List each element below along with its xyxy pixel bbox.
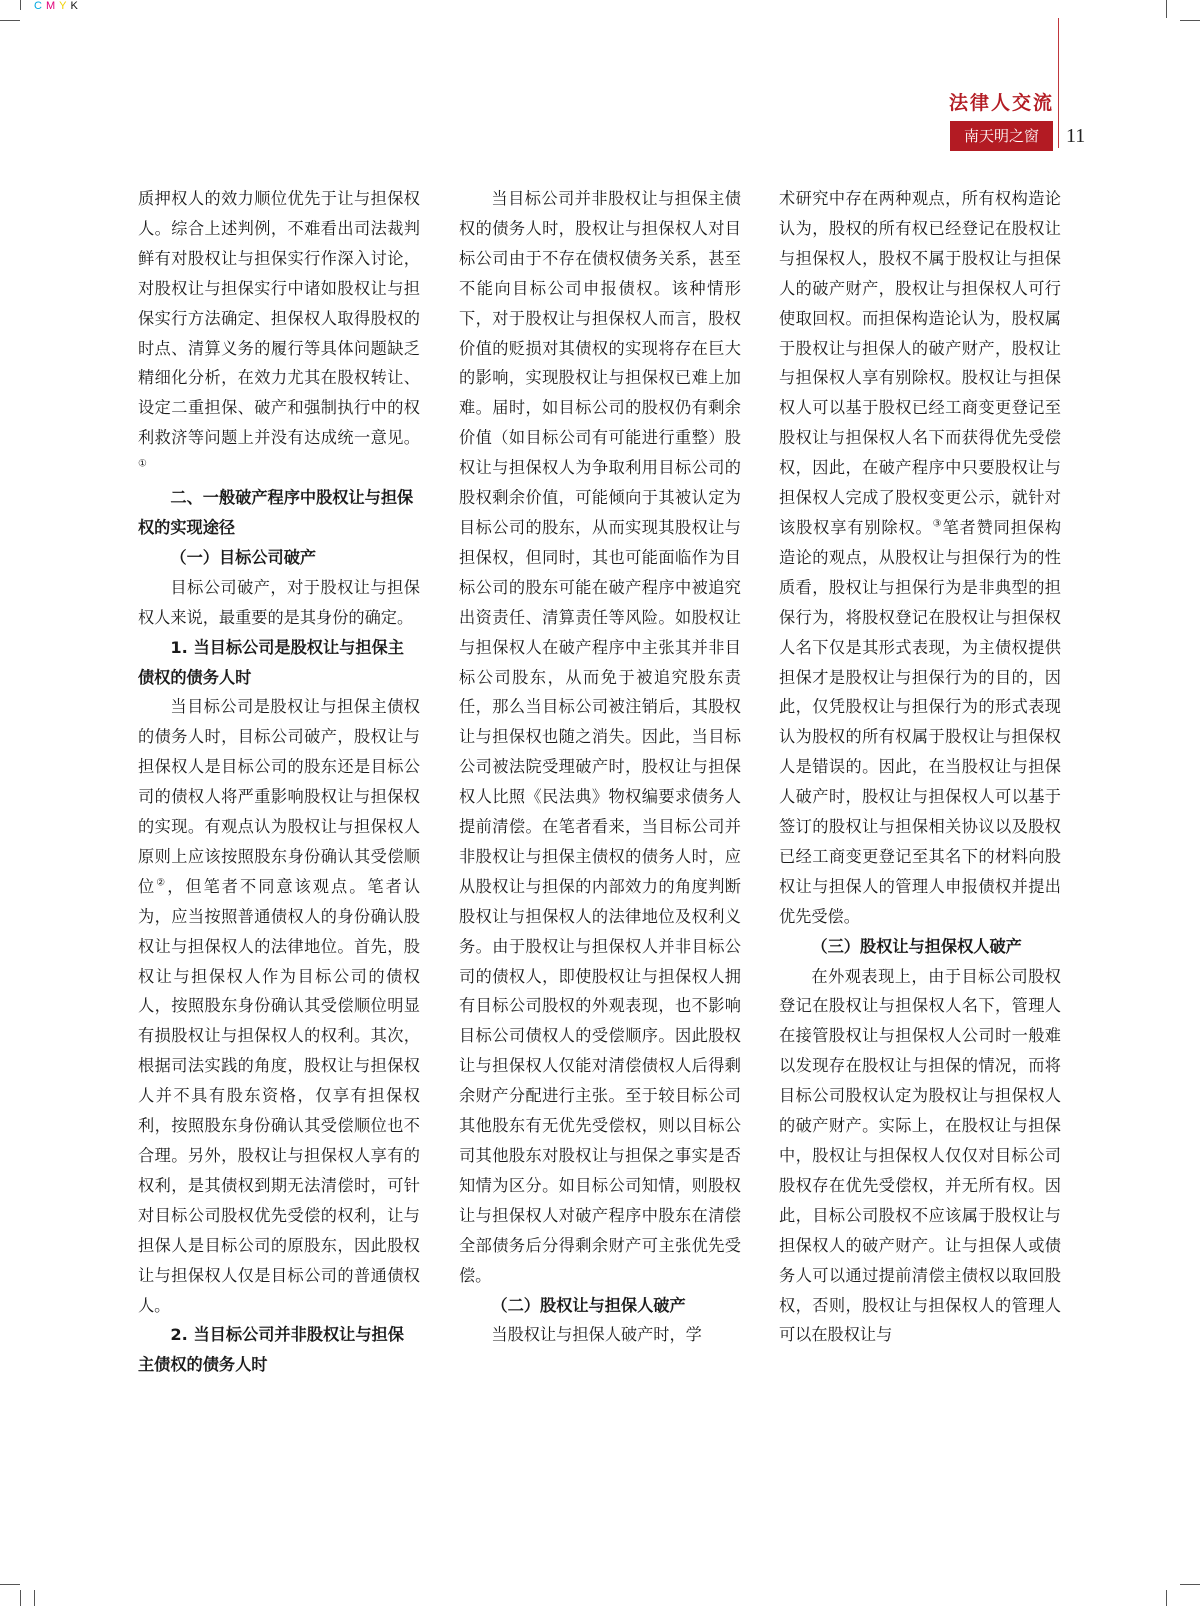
color-mark-m: M bbox=[45, 0, 60, 12]
paragraph-text: ，但笔者不同意该观点。笔者认为，应当按照普通债权人的身份确认股权让与担保权人的法律地位。首先，股权让与担保权人作为目标公司的债权人，按照股东身份确认其受偿顺位明显有损股权让与担保权人的权利。其次，根据司法实践的角度，股权让与担保权人并不具有股东资格，仅享有担保权利，按照股东身份确认其受偿顺位也不合理。另外，股权让与担保权人享有的权利，是其债权到期无法清偿时，可针对目标公司股权优先受偿的权利，让与担保人是目标公司的原股东，因此股权让与担保权人仅是目标公司的普通债权人。 bbox=[138, 876, 421, 1315]
body-paragraph bbox=[459, 1320, 741, 1350]
section-heading bbox=[138, 633, 420, 693]
footnote-marker: ③ bbox=[932, 518, 943, 530]
color-mark-c: C bbox=[34, 0, 46, 12]
paragraph-text: 在外观表现上，由于目标公司股权登记在股权让与担保权人名下，管理人在接管股权让与担保权人公司时一般难以发现存在股权让与担保的情况，而将目标公司股权认定为股权让与担保权人的破产财产。实际上，在股权让与担保中，股权让与担保权人仅仅对目标公司股权存在优先受偿权，并无所有权。因此，目标公司股权不应该属于股权让与担保权人的破产财产。让与担保人或债务人可以通过提前清偿主债权以取回股权，否则，股权让与担保权人的管理人可以在股权让与 bbox=[779, 966, 1061, 1345]
paragraph-text: （一）目标公司破产 bbox=[170, 547, 317, 567]
footnote-marker: ② bbox=[156, 877, 168, 889]
color-mark-y: Y bbox=[59, 0, 71, 12]
footnote-marker: ① bbox=[138, 458, 147, 470]
section-tag: 南天明之窗 bbox=[950, 121, 1053, 151]
body-paragraph bbox=[779, 962, 1061, 1351]
print-color-bar bbox=[34, 0, 82, 12]
section-heading bbox=[138, 1320, 420, 1380]
paragraph-text: （三）股权让与担保权人破产 bbox=[811, 936, 1022, 956]
paragraph-text: 目标公司破产，对于股权让与担保权人来说，最重要的是其身份的确定。 bbox=[138, 577, 420, 627]
crop-mark bbox=[0, 1584, 20, 1585]
paragraph-text: 质押权人的效力顺位优先于让与担保权人。综合上述判例，不难看出司法裁判鲜有对股权让与担保实行作深入讨论，对股权让与担保实行中诸如股权让与担保实行方法确定、担保权人取得股权的时点、清算义务的履行等具体问题缺乏精细化分析，在效力尤其在股权转让、设定二重担保、破产和强制执行中的权利救济等问题上并没有达成统一意见。 bbox=[138, 189, 420, 448]
column-title: 法律人交流 bbox=[948, 92, 1054, 114]
crop-mark bbox=[1166, 0, 1167, 18]
text-column-1 bbox=[138, 184, 420, 1380]
page-number: 11 bbox=[1066, 125, 1086, 147]
crop-mark bbox=[1166, 1590, 1167, 1606]
body-paragraph bbox=[138, 692, 420, 1320]
paragraph-text: （二）股权让与担保人破产 bbox=[491, 1295, 686, 1315]
crop-mark bbox=[34, 1590, 35, 1606]
paragraph-text: 笔者赞同担保构造论的观点，从股权让与担保行为的性质看，股权让与担保行为是非典型的担保行为，将股权登记在股权让与担保权人名下仅是其形式表现，为主债权提供担保才是股权让与担保行为的目的，因此，仅凭股权让与担保行为的形式表现认为股权的所有权属于股权让与担保权人是错误的。因此，在当股权让与担保人破产时，股权让与担保权人可以基于签订的股权让与担保相关协议以及股权已经工商变更登记至其名下的材料向股权让与担保人的管理人申报债权并提出优先受偿。 bbox=[779, 517, 1062, 926]
color-mark-k: K bbox=[70, 0, 82, 12]
crop-mark bbox=[20, 1590, 21, 1606]
body-paragraph bbox=[459, 184, 741, 1291]
body-paragraph bbox=[779, 184, 1061, 932]
text-column-2 bbox=[459, 184, 741, 1350]
paragraph-text: 二、一般破产程序中股权让与担保权的实现途径 bbox=[138, 488, 414, 537]
paragraph-text: 术研究中存在两种观点，所有权构造论认为，股权的所有权已经登记在股权让与担保权人，股权不属于股权让与担保人的破产财产，股权让与担保权人可行使取回权。而担保构造论认为，股权属于股权让与担保人的破产财产，股权让与担保权人享有别除权。股权让与担保权人可以基于股权已经工商变更登记至股权让与担保权人名下而获得优先受偿权，因此，在破产程序中只要股权让与担保权人完成了股权变更公示，就针对该股权享有别除权。 bbox=[779, 189, 1061, 537]
paragraph-text: 当股权让与担保人破产时，学 bbox=[491, 1325, 702, 1345]
crop-mark bbox=[1180, 1584, 1200, 1585]
body-paragraph bbox=[138, 573, 420, 633]
section-heading bbox=[779, 932, 1061, 962]
header-rule bbox=[1058, 18, 1059, 148]
section-heading bbox=[138, 483, 420, 543]
paragraph-text: 当目标公司并非股权让与担保主债权的债务人时，股权让与担保权人对目标公司由于不存在债权债务关系，甚至不能向目标公司申报债权。该种情形下，对于股权让与担保权人而言，股权价值的贬损对其债权的实现将存在巨大的影响，实现股权让与担保权已难上加难。届时，如目标公司的股权仍有剩余价值（如目标公司有可能进行重整）股权让与担保权人为争取利用目标公司的股权剩余价值，可能倾向于其被认定为目标公司的股东，从而实现其股权让与担保权，但同时，其也可能面临作为目标公司的股东可能在破产程序中被追究出资责任、清算责任等风险。如股权让与担保权人在破产程序中主张其并非目标公司股东，从而免于被追究股东责任，那么当目标公司被注销后，其股权让与担保权也随之消失。因此，当目标公司被法院受理破产时，股权让与担保权人比照《民法典》物权编要求债务人提前清偿。在笔者看来，当目标公司并非股权让与担保主债权的债务人时，应从股权让与担保的内部效力的角度判断股权让与担保权人的法律地位及权利义务。由于股权让与担保权人并非目标公司的债权人，即使股权让与担保权人拥有目标公司股权的外观表现，也不影响目标公司债权人的受偿顺序。因此股权让与担保权人仅能对清偿债权人后得剩余财产分配进行主张。至于较目标公司其他股东有无优先受偿权，则以目标公司其他股东对股权让与担保之事实是否知情为区分。如目标公司知情，则股权让与担保权人对破产程序中股东在清偿全部债务后分得剩余财产可主张优先受偿。 bbox=[459, 189, 741, 1285]
paragraph-text: 当目标公司是股权让与担保主债权的债务人时，目标公司破产，股权让与担保权人是目标公司的股东还是目标公司的债权人将严重影响股权让与担保权的实现。有观点认为股权让与担保权人原则上应该按照股东身份确认其受偿顺位 bbox=[138, 697, 420, 896]
body-paragraph bbox=[138, 184, 420, 483]
paragraph-text: 1. 当目标公司是股权让与担保主债权的债务人时 bbox=[138, 637, 404, 687]
text-column-3 bbox=[779, 184, 1061, 1350]
section-heading bbox=[459, 1291, 741, 1321]
crop-mark bbox=[0, 20, 20, 21]
section-heading bbox=[138, 543, 420, 573]
paragraph-text: 2. 当目标公司并非股权让与担保主债权的债务人时 bbox=[138, 1325, 404, 1375]
crop-mark bbox=[1180, 20, 1200, 21]
crop-mark bbox=[20, 0, 21, 10]
